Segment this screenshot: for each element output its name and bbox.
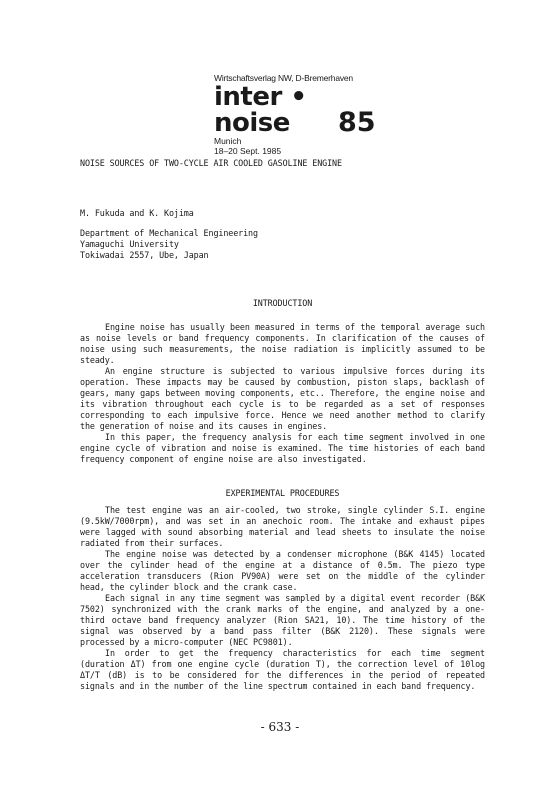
introduction-paragraph: An engine structure is subjected to various impulsive forces during its operation. These impacts may be caused by combustion, piston slaps, backlash of gears, many gaps between moving components, etc.. Therefore, the engine noise and its vibration throughout each cycle is to be regarded as a set of responses corresponding to each impulsive force. Hence we need another method to clarify the generation of noise and its causes in engines.: [80, 366, 485, 431]
author-affiliation: [80, 228, 485, 261]
introduction-section: [80, 322, 485, 465]
conference-logo: inter • noise: [214, 82, 307, 138]
affiliation-address: Tokiwadai 2557, Ube, Japan: [80, 250, 209, 260]
paper-authors: M. Fukuda and K. Kojima: [80, 208, 194, 218]
conference-header: [214, 73, 384, 156]
introduction-paragraph: Engine noise has usually been measured in terms of the temporal average such as noise levels or band frequency components. In clarification of the causes of noise using such measurements, the noise radiation is implicitly assumed to be steady.: [80, 322, 485, 365]
conference-year: 85: [338, 107, 376, 138]
introduction-paragraph: In this paper, the frequency analysis for each time segment involved in one engine cycle of vibration and noise is examined. The time histories of each band frequency component of engine noise are also investigated.: [80, 432, 485, 464]
experimental-paragraph: The engine noise was detected by a condenser microphone (B&K 4145) located over the cylinder head of the engine at a distance of 0.5m. The piezo type acceleration transducers (Rion PV90A) were set on the middle of the cylinder head, the cylinder block and the crank case.: [80, 549, 485, 592]
section-heading-experimental: EXPERIMENTAL PROCEDURES: [225, 488, 340, 498]
experimental-section: [80, 505, 485, 692]
paper-title: NOISE SOURCES OF TWO-CYCLE AIR COOLED GASOLINE ENGINE: [80, 158, 342, 168]
conference-dates: 18–20 Sept. 1985: [214, 146, 282, 156]
affiliation-department: Department of Mechanical Engineering: [80, 228, 258, 238]
experimental-paragraph: Each signal in any time segment was sampled by a digital event recorder (B&K 7502) synchronized with the crank marks of the engine, and analyzed by a one-third octave band frequency analyzer (Rion SA21, 10). The time history of the signal was observed by a band pass filter (B&K 2120). These signals were processed by a micro-computer (NEC PC9801).: [80, 593, 485, 647]
affiliation-university: Yamaguchi University: [80, 239, 179, 249]
experimental-paragraph: In order to get the frequency characteristics for each time segment (duration ΔT) from one engine cycle (duration T), the correction level of 10log ΔT/T (dB) is to be considered for the differences in the period of repeated signals and in the number of the line spectrum contained in each band frequency.: [80, 648, 485, 691]
page-number: - 633 -: [260, 720, 300, 734]
conference-city: Munich: [214, 136, 242, 146]
experimental-paragraph: The test engine was an air-cooled, two stroke, single cylinder S.I. engine (9.5kW/7000rpm), and was set in an anechoic room. The intake and exhaust pipes were lagged with sound absorbing material and lead sheets to insulate the noise radiated from their surfaces.: [80, 505, 485, 548]
section-heading-introduction: INTRODUCTION: [252, 298, 313, 308]
publisher-line: Wirtschaftsverlag NW, D-Bremerhaven: [214, 73, 353, 83]
